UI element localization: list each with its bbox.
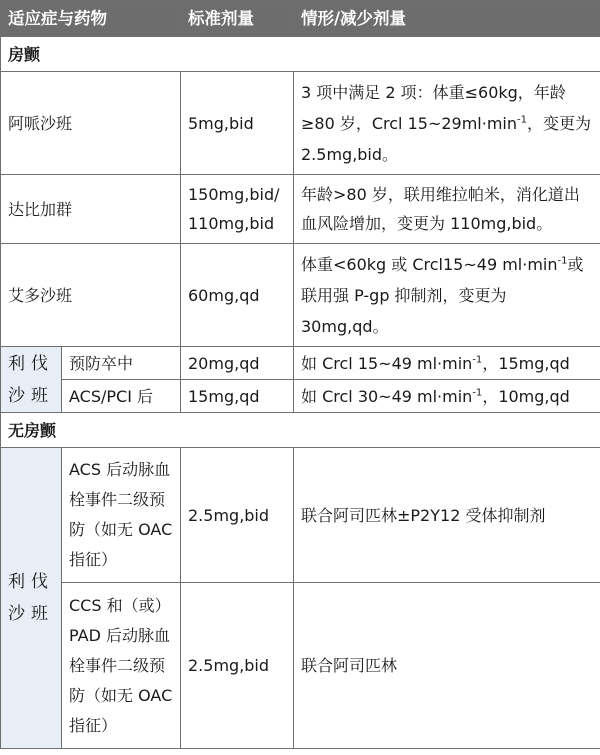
- note-superscript: -1: [472, 387, 483, 399]
- standard-dose: 2.5mg,bid: [181, 583, 294, 749]
- note-text: ，15mg,qd: [482, 353, 570, 373]
- standard-dose: 150mg,bid/ 110mg,bid: [181, 175, 294, 244]
- indication: ACS 后动脉血栓事件二级预防（如无 OAC 指征）: [62, 448, 181, 583]
- note-text: 如 Crcl 30~49 ml·min: [301, 386, 473, 406]
- header-indication-drug: 适应症与药物: [1, 1, 181, 37]
- drug-name-rivaroxaban: 利伐沙班: [1, 347, 62, 413]
- standard-dose: 20mg,qd: [181, 347, 294, 380]
- dose-adjustment: [294, 380, 600, 413]
- dose-adjustment: 年龄>80 岁，联用维拉帕米，消化道出血风险增加，变更为 110mg,bid。: [294, 175, 600, 244]
- header-adjusted-dose: 情形/减少剂量: [294, 1, 600, 37]
- drug-name: 达比加群: [1, 175, 181, 244]
- indication: ACS/PCI 后: [62, 380, 181, 413]
- dose-adjustment: [294, 347, 600, 380]
- table-row-rivaroxaban-acs: [1, 380, 600, 413]
- dose-adjustment: [294, 72, 600, 175]
- note-text: 或联用强 P-gp 抑制剂，变更为 30mg,qd。: [301, 254, 584, 336]
- table-row-dabigatran: [1, 175, 600, 244]
- section-title-af: 房颤: [1, 37, 600, 72]
- table-row-rivaroxaban-ccs-pad: [1, 583, 600, 749]
- note-text: 体重<60kg 或 Crcl15~49 ml·min: [301, 254, 558, 274]
- standard-dose: 60mg,qd: [181, 244, 294, 347]
- note-superscript: -1: [517, 114, 527, 126]
- section-row-af: [1, 37, 600, 72]
- note-text: 如 Crcl 15~49 ml·min: [301, 353, 473, 373]
- dose-adjustment: 联合阿司匹林±P2Y12 受体抑制剂: [294, 448, 600, 583]
- note-superscript: -1: [557, 255, 568, 267]
- table-row-edoxaban: [1, 244, 600, 347]
- dose-adjustment: 联合阿司匹林: [294, 583, 600, 749]
- drug-name: 艾多沙班: [1, 244, 181, 347]
- section-row-no-af: [1, 413, 600, 448]
- drug-name-rivaroxaban: 利伐沙班: [1, 448, 62, 749]
- indication: CCS 和（或）PAD 后动脉血栓事件二级预防（如无 OAC 指征）: [62, 583, 181, 749]
- table-header-row: [1, 1, 600, 37]
- table-row-apixaban: [1, 72, 600, 175]
- standard-dose: 5mg,bid: [181, 72, 294, 175]
- standard-dose: 2.5mg,bid: [181, 448, 294, 583]
- note-superscript: -1: [472, 354, 483, 366]
- note-text: ，变更为 2.5mg,bid。: [301, 113, 591, 164]
- table-row-rivaroxaban-stroke: [1, 347, 600, 380]
- note-text: ，10mg,qd: [482, 386, 570, 406]
- table-row-rivaroxaban-acs-secondary: [1, 448, 600, 583]
- indication: 预防卒中: [62, 347, 181, 380]
- standard-dose: 15mg,qd: [181, 380, 294, 413]
- section-title-no-af: 无房颤: [1, 413, 600, 448]
- note-text: 3 项中满足 2 项：体重≤60kg，年龄≥80 岁，Crcl 15~29ml·min: [301, 82, 566, 133]
- dose-adjustment: [294, 244, 600, 347]
- header-standard-dose: 标准剂量: [181, 1, 294, 37]
- drug-name: 阿哌沙班: [1, 72, 181, 175]
